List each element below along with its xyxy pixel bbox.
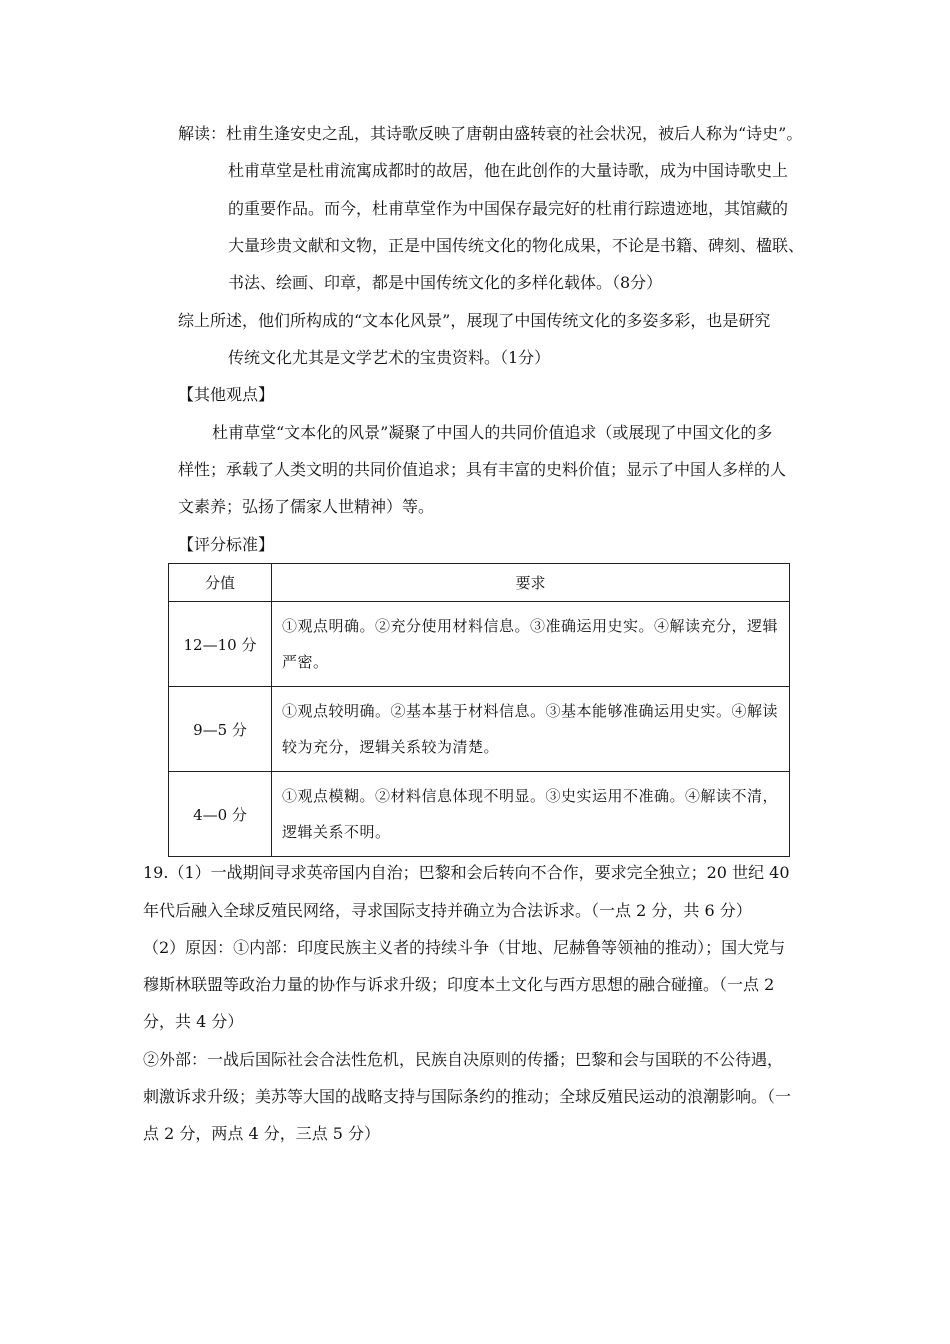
interpretation-line: 的重要作品。而今，杜甫草堂作为中国保存最完好的杜甫行踪遗迹地，其馆藏的 bbox=[228, 199, 789, 218]
table-row bbox=[169, 687, 790, 772]
scoring-heading: 【评分标准】 bbox=[178, 535, 275, 554]
table-header-score: 分值 bbox=[169, 564, 272, 602]
summary-line: 传统文化尤其是文学艺术的宝贵资料。（1分） bbox=[228, 348, 551, 367]
table-row bbox=[169, 772, 790, 857]
table-header-row bbox=[169, 564, 790, 602]
q19-line: 年代后融入全球反殖民网络，寻求国际支持并确立为合法诉求。（一点 2 分，共 6 分） bbox=[143, 901, 752, 920]
q19-line: 穆斯林联盟等政治力量的协作与诉求升级；印度本土文化与西方思想的融合碰撞。（一点 2 bbox=[143, 975, 775, 994]
requirement-cell: ①观点明确。②充分使用材料信息。③准确运用史实。④解读充分，逻辑严密。 bbox=[272, 602, 790, 687]
score-cell: 9—5 分 bbox=[169, 687, 272, 772]
other-views-line: 杜甫草堂“文本化的风景”凝聚了中国人的共同价值追求（或展现了中国文化的多 bbox=[212, 423, 773, 442]
q19-line: 点 2 分，两点 4 分，三点 5 分） bbox=[143, 1124, 381, 1143]
other-views-heading: 【其他观点】 bbox=[178, 385, 275, 404]
summary-line: 综上所述，他们所构成的“文本化风景”，展现了中国传统文化的多姿多彩，也是研究 bbox=[178, 311, 771, 330]
interpretation-line: 杜甫草堂是杜甫流寓成都时的故居，他在此创作的大量诗歌，成为中国诗歌史上 bbox=[228, 161, 789, 180]
table-header-requirement: 要求 bbox=[272, 564, 790, 602]
other-views-line: 文素养；弘扬了儒家人世精神）等。 bbox=[178, 497, 435, 516]
score-cell: 12—10 分 bbox=[169, 602, 272, 687]
q19-line: （2）原因：①内部：印度民族主义者的持续斗争（甘地、尼赫鲁等领袖的推动）；国大党与 bbox=[143, 938, 786, 957]
interpretation-line: 书法、绘画、印章，都是中国传统文化的多样化载体。（8分） bbox=[228, 273, 663, 292]
q19-line: ②外部：一战后国际社会合法性危机，民族自决原则的传播；巴黎和会与国联的不公待遇， bbox=[143, 1050, 784, 1069]
requirement-cell: ①观点模糊。②材料信息体现不明显。③史实运用不准确。④解读不清，逻辑关系不明。 bbox=[272, 772, 790, 857]
interpretation-line: 大量珍贵文献和文物，正是中国传统文化的物化成果，不论是书籍、碑刻、楹联、 bbox=[228, 236, 805, 255]
q19-line: 刺激诉求升级；美苏等大国的战略支持与国际条约的推动；全球反殖民运动的浪潮影响。（一 bbox=[143, 1087, 792, 1106]
score-cell: 4—0 分 bbox=[169, 772, 272, 857]
other-views-line: 样性；承载了人类文明的共同价值追求；具有丰富的史料价值；显示了中国人多样的人 bbox=[178, 460, 787, 479]
interpretation-line: 解读：杜甫生逢安史之乱，其诗歌反映了唐朝由盛转衰的社会状况，被后人称为“诗史”。 bbox=[178, 124, 803, 143]
q19-line: 分，共 4 分） bbox=[143, 1012, 244, 1031]
requirement-cell: ①观点较明确。②基本基于材料信息。③基本能够准确运用史实。④解读较为充分，逻辑关系较为清楚。 bbox=[272, 687, 790, 772]
table-row bbox=[169, 602, 790, 687]
scoring-table bbox=[168, 563, 790, 857]
q19-line: 19.（1）一战期间寻求英帝国内自治；巴黎和会后转向不合作，要求完全独立；20 世纪 40 bbox=[143, 863, 790, 882]
